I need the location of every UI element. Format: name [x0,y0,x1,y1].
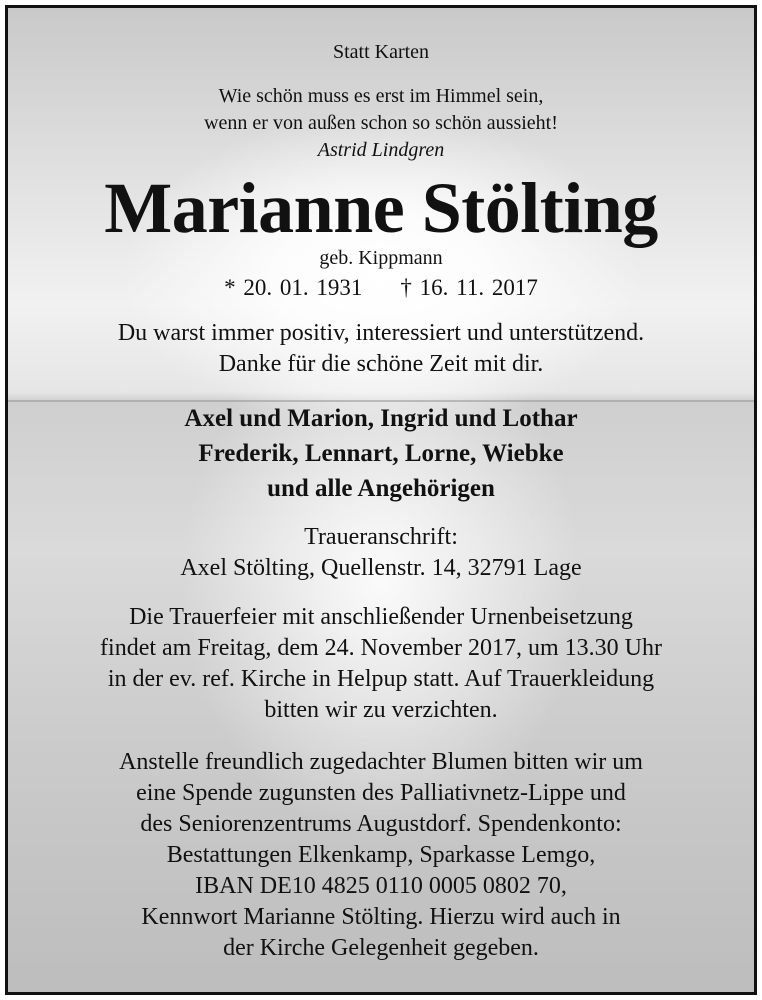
maiden-name: geb. Kippmann [319,247,443,269]
ceremony-block [8,602,754,726]
ceremony-line-4: bitten wir zu verzichten. [264,697,498,723]
quote-line-2: wenn er von außen schon so schön aussieht! [204,112,558,134]
birth-date: * 20. 01. 1931 [224,275,363,300]
ceremony-line-2: findet am Freitag, dem 24. November 2017, um 13.30 Uhr [100,635,662,661]
mourners-line-3: und alle Angehörigen [267,475,495,502]
address-value: Axel Stölting, Quellenstr. 14, 32791 Lage [180,555,582,581]
donation-block [8,747,754,964]
quote-block [8,83,754,164]
message-line-1: Du warst immer positiv, interessiert und unterstützend. [117,320,645,346]
mourners-line-1: Axel und Marion, Ingrid und Lothar [184,405,578,432]
donation-line-3: des Seniorenzentrums Augustdorf. Spendenkonto: [140,811,622,837]
obituary-frame [5,5,757,995]
death-date: † 16. 11. 2017 [400,275,538,300]
donation-line-1: Anstelle freundlich zugedachter Blumen bitten wir um [119,749,643,775]
quote-author: Astrid Lindgren [317,139,445,161]
quote-line-1: Wie schön muss es erst im Himmel sein, [218,85,544,107]
mourners-block [8,401,754,506]
address-block [8,522,754,584]
donation-line-6: Kennwort Marianne Stölting. Hierzu wird auch in [141,904,621,930]
donation-line-2: eine Spende zugunsten des Palliativnetz-Lippe und [136,780,626,806]
obituary-content [8,8,754,964]
donation-line-7: der Kirche Gelegenheit gegeben. [223,935,539,961]
donation-line-5: IBAN DE10 4825 0110 0005 0802 70, [195,873,567,899]
ceremony-line-3: in der ev. ref. Kirche in Helpup statt. Auf Trauerkleidung [107,666,655,692]
donation-line-4: Bestattungen Elkenkamp, Sparkasse Lemgo, [166,842,596,868]
deceased-name: Marianne Stölting [104,168,658,248]
ceremony-line-1: Die Trauerfeier mit anschließender Urnenbeisetzung [129,604,633,630]
message-line-2: Danke für die schöne Zeit mit dir. [218,351,544,377]
mourners-line-2: Frederik, Lennart, Lorne, Wiebke [198,440,564,467]
personal-message [8,318,754,380]
address-label: Traueranschrift: [304,524,458,550]
life-dates [8,274,754,302]
statt-karten-heading: Statt Karten [332,41,430,63]
